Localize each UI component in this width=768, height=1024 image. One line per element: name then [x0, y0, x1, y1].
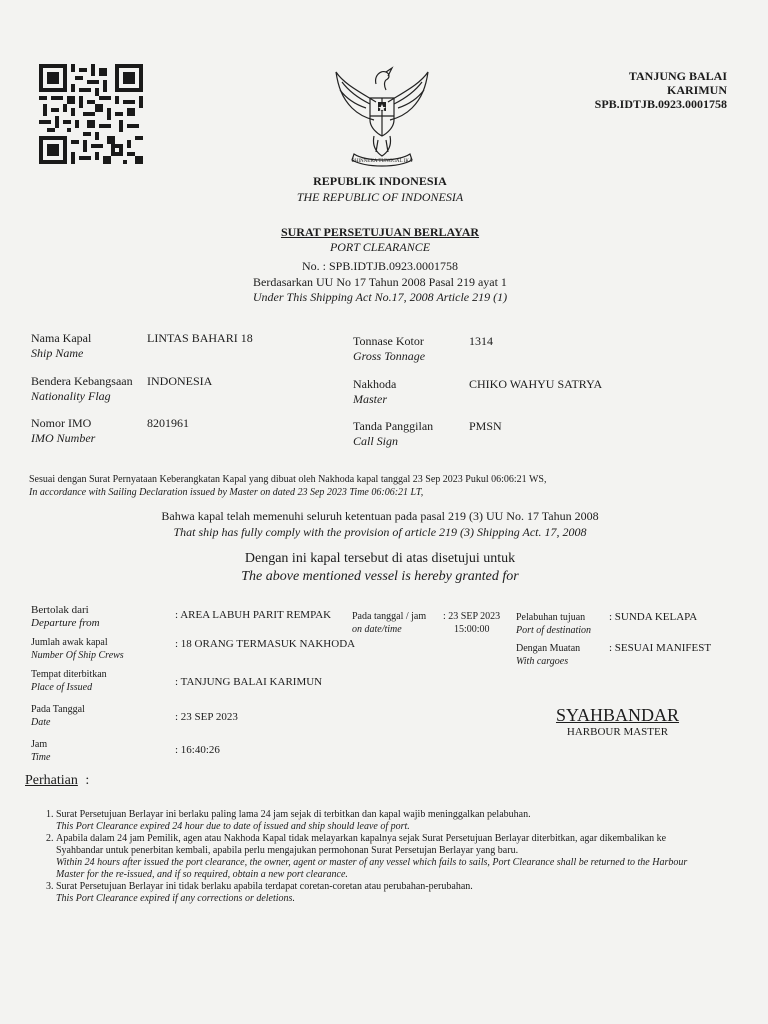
imo-value: 8201961: [147, 416, 189, 430]
compliance-statement: [100, 508, 660, 540]
header-doc-number: SPB.IDTJB.0923.0001758: [594, 97, 727, 111]
cargo-value: : SESUAI MANIFEST: [609, 642, 712, 654]
departure-value: : AREA LABUH PARIT REMPAK: [175, 609, 332, 621]
crew-label: Jumlah awak kapal Number Of Ship Crews: [31, 637, 124, 661]
title-block: [230, 174, 530, 274]
cargo-label: Dengan Muatan With cargoes: [516, 643, 581, 667]
country-name-en: THE REPUBLIC OF INDONESIA: [296, 190, 464, 204]
harbour-master-title-en: HARBOUR MASTER: [566, 726, 669, 738]
granted-en: The above mentioned vessel is hereby granted for: [241, 569, 519, 584]
gross-tonnage-label: Tonnase Kotor Gross Tonnage: [353, 334, 426, 363]
note-item: 2. Apabila dalam 24 jam Pemilik, agen atau Nakhoda Kapal tidak melayarkan kapalnya sejak Surat Persetujuan Berlayar diterbitkan, agar dikembalikan ke Syahbandar untuk penerbitan kembali, apabila perlu mengajukan permohonan Surat Persetujan Berlayar yang baru. Within 24 hours after issued the port clearance, the owner, agent or master of any vessel which fails to sails, Port Clearance shall be returned to the Harbour Master for the re-issued, and if so required, obtain a new port clearance.: [56, 833, 702, 881]
master-label: Nakhoda Master: [353, 377, 397, 406]
granted-id: Dengan ini kapal tersebut di atas disetujui untuk: [244, 551, 516, 566]
issue-time-label: Jam Time: [31, 739, 51, 763]
compliance-id: Bahwa kapal telah memenuhi seluruh ketentuan pada pasal 219 (3) UU No. 17 Tahun 2008: [161, 509, 599, 523]
on-date: : 23 SEP 2023: [443, 611, 501, 622]
imo-label: Nomor IMO IMO Number: [31, 416, 96, 445]
departure-label: Bertolak dari Departure from: [31, 604, 100, 629]
on-time: 15:00:00: [454, 624, 490, 635]
note-item: 1. Surat Persetujuan Berlayar ini berlaku paling lama 24 jam sejak di terbitkan dan kapal wajib meninggalkan pelabuhan. This Port Clearance expired 24 hour due to date of issued and ship should leave of port.: [56, 809, 702, 833]
legal-basis: [180, 275, 580, 305]
flag-label: Bendera Kebangsaan Nationality Flag: [31, 374, 133, 403]
issue-time-value: : 16:40:26: [175, 744, 220, 756]
issuer-block: [595, 69, 727, 111]
place-issued-value: : TANJUNG BALAI KARIMUN: [175, 676, 323, 688]
master-value: CHIKO WAHYU SATRYA: [469, 377, 603, 391]
notes-list: [37, 809, 702, 905]
declaration-id: Sesuai dengan Surat Pernyataan Keberangkatan Kapal yang dibuat oleh Nakhoda kapal tanggal 23 Sep 2023 Pukul 06:06:21 WS,: [29, 474, 547, 485]
declaration-statement: [29, 473, 669, 499]
gross-tonnage-value: 1314: [469, 334, 493, 348]
issue-date-label: Pada Tanggal Date: [31, 704, 85, 728]
issuer-line-1: TANJUNG BALAI: [628, 69, 727, 83]
legal-basis-en: Under This Shipping Act No.17, 2008 Article 219 (1): [252, 290, 508, 304]
place-issued-label: Tempat diterbitkan Place of Issued: [31, 669, 107, 693]
emblem-ribbon-text: BHINNEKA TUNGGAL IKA: [351, 159, 413, 164]
country-name-id: REPUBLIK INDONESIA: [313, 174, 447, 188]
destination-value: : SUNDA KELAPA: [609, 611, 698, 623]
qr-code: [39, 64, 143, 164]
harbour-master-title-id: SYAHBANDAR: [555, 705, 680, 725]
issuer-line-2: KARIMUN: [667, 83, 727, 97]
doc-title-id: SURAT PERSETUJUAN BERLAYAR: [280, 225, 480, 239]
ship-name-label: Nama Kapal Ship Name: [31, 331, 92, 360]
on-date-label: Pada tanggal / jam on date/time: [352, 611, 427, 635]
doc-title-en: PORT CLEARANCE: [329, 240, 431, 254]
garuda-emblem-icon: [330, 62, 434, 172]
legal-basis-id: Berdasarkan UU No 17 Tahun 2008 Pasal 219 ayat 1: [253, 275, 507, 289]
notes-heading: Perhatian :: [25, 773, 90, 788]
compliance-en: That ship has fully comply with the provision of article 219 (3) Shipping Act. 17, 2008: [173, 525, 587, 539]
destination-label: Pelabuhan tujuan Port of destination: [516, 612, 591, 636]
issue-date-value: : 23 SEP 2023: [175, 711, 238, 723]
call-sign-label: Tanda Panggilan Call Sign: [353, 419, 434, 448]
on-date-value: [443, 610, 500, 636]
note-item: 3. Surat Persetujuan Berlayar ini tidak berlaku apabila terdapat coretan-coretan atau perubahan-perubahan. This Port Clearance expired if any corrections or deletions.: [56, 881, 702, 905]
crew-value: : 18 ORANG TERMASUK NAKHODA: [175, 638, 356, 650]
call-sign-value: PMSN: [469, 419, 502, 433]
declaration-en: In accordance with Sailing Declaration issued by Master on dated 23 Sep 2023 Time 06:06:21 LT,: [29, 487, 424, 498]
granted-statement: [150, 550, 610, 586]
signature-block: [530, 705, 705, 738]
ship-name-value: LINTAS BAHARI 18: [147, 331, 253, 345]
flag-value: INDONESIA: [147, 374, 213, 388]
doc-number: No. : SPB.IDTJB.0923.0001758: [301, 259, 459, 273]
